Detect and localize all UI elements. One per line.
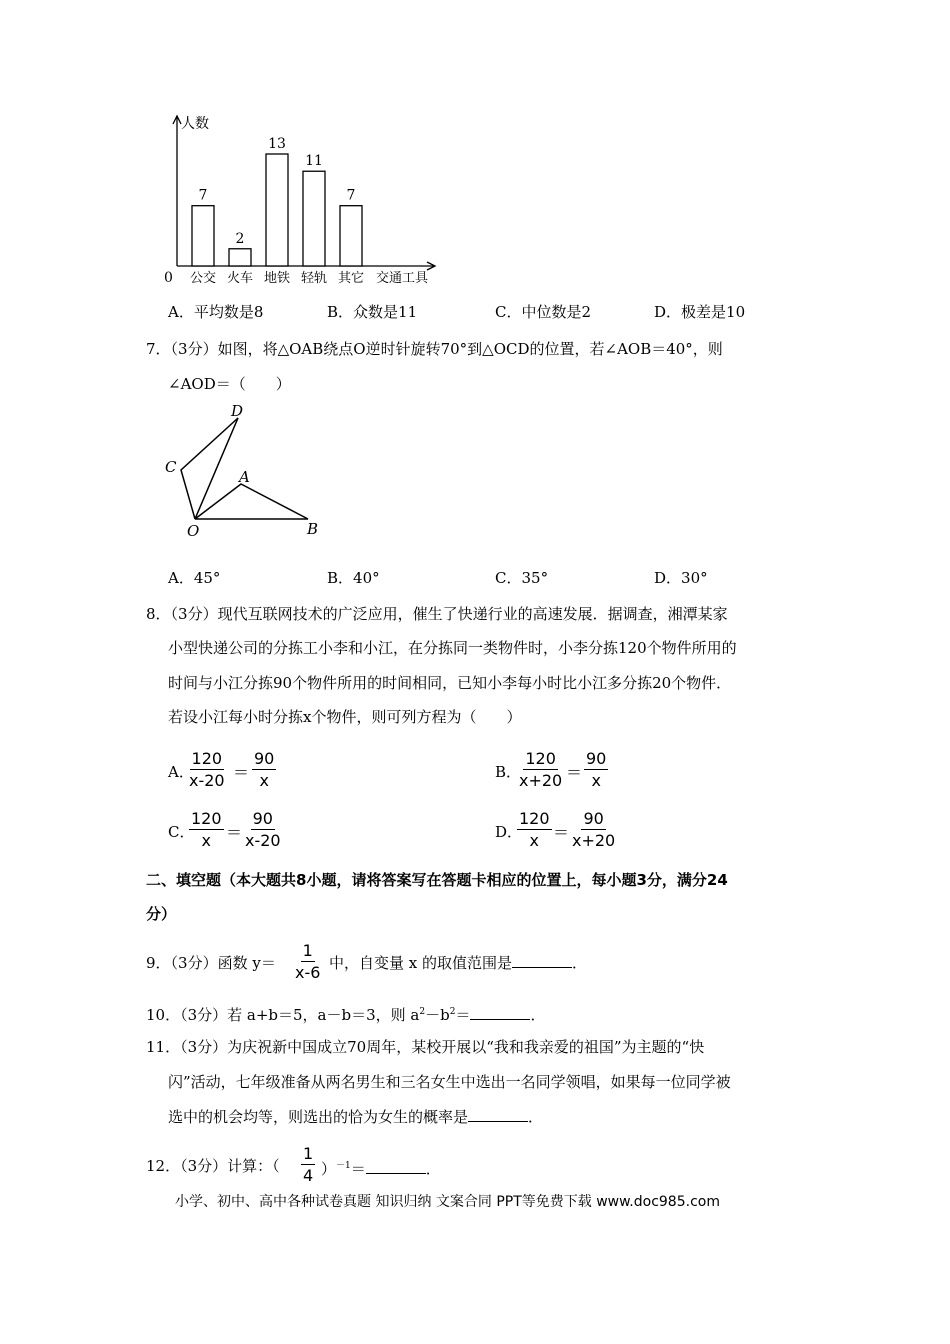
q10-sup1: 2	[419, 1007, 426, 1017]
q8-option-a-frac1	[187, 749, 227, 790]
q6-option-c: C．中位数是2	[495, 303, 592, 321]
q10-end: ．	[530, 1006, 546, 1024]
q8-option-d-frac1	[517, 809, 552, 850]
q7-option-a: A．45°	[168, 569, 221, 587]
q8-d-den2: x+20	[572, 831, 616, 850]
q8-option-a-frac2	[252, 749, 276, 790]
q12-den: 4	[303, 1166, 314, 1185]
label-a: A	[239, 468, 250, 486]
q10-post: ＝	[455, 1006, 471, 1024]
q6-option-b: B．众数是11	[327, 303, 418, 321]
q8-a-den1: x-20	[189, 771, 225, 790]
rotation-figure	[155, 398, 335, 543]
q7-option-d: D．30°	[654, 569, 708, 587]
bar-0	[192, 206, 214, 266]
q10-sup2: 2	[449, 1007, 456, 1017]
section2-heading-line2: 分）	[146, 905, 177, 923]
q8-stem-line2: 小型快递公司的分拣工小李和小江，在分拣同一类物件时，小李分拣120个物件所用的	[168, 639, 737, 657]
q8-option-b-frac2	[584, 749, 608, 790]
label-o: O	[187, 522, 200, 540]
q10-mid: －b	[425, 1006, 450, 1024]
q12-answer-blank[interactable]	[366, 1159, 426, 1174]
category-label-1: 火车	[226, 271, 254, 286]
q11-stem-line1: 11．（3分）为庆祝新中国成立70周年，某校开展以“我和我亲爱的祖国”为主题的“快	[146, 1038, 705, 1056]
q8-stem-line1: 8．（3分）现代互联网技术的广泛应用，催生了快递行业的高速发展．据调查，湘潭某家	[146, 605, 728, 623]
q8-b-num2: 90	[586, 749, 607, 768]
category-label-3: 轻轨	[300, 271, 328, 286]
q10-stem	[146, 1002, 545, 1025]
q8-d-den1: x	[529, 831, 539, 850]
origin-label: 0	[164, 270, 173, 286]
q8-b-den2: x	[591, 771, 601, 790]
q8-c-eq: ＝	[226, 823, 243, 842]
triangle-oab	[195, 484, 308, 519]
q10-answer-blank[interactable]	[470, 1005, 530, 1020]
bar-3	[303, 171, 325, 266]
q7-option-c: C．35°	[495, 569, 549, 587]
q8-b-den1: x+20	[519, 771, 563, 790]
bar-value-label-2: 13	[268, 136, 286, 152]
q8-c-num2: 90	[252, 809, 273, 828]
q9-answer-blank[interactable]	[512, 953, 572, 968]
q9-post	[329, 953, 587, 973]
category-label-4: 其它	[337, 271, 365, 286]
q8-c-den1: x	[201, 831, 211, 850]
q9-end: ．	[572, 954, 588, 972]
x-axis-label: 交通工具	[376, 271, 429, 286]
q12-num: 1	[303, 1144, 314, 1163]
q12-end: ．	[425, 1160, 441, 1178]
q9-fraction	[293, 941, 322, 982]
q8-a-eq: ＝	[233, 763, 250, 782]
q9-num: 1	[302, 941, 313, 960]
bar-value-label-1: 2	[235, 230, 245, 247]
q8-a-num1: 120	[191, 749, 223, 768]
q9-post-text: 中，自变量 x 的取值范围是	[329, 954, 512, 972]
triangle-ocd	[181, 418, 238, 519]
q8-d-num1: 120	[519, 809, 550, 828]
label-c: C	[165, 458, 177, 476]
label-d: D	[231, 402, 244, 420]
q12-close-paren: ）	[321, 1160, 337, 1178]
category-label-0: 公交	[189, 271, 217, 286]
q8-c-num1: 120	[191, 809, 222, 828]
q12-exponent: －1	[336, 1161, 351, 1171]
q8-option-c-label: C．	[168, 823, 195, 841]
q6-option-d: D．极差是10	[654, 303, 746, 321]
q10-pre: 10．（3分）若 a+b＝5，a－b＝3，则 a	[146, 1006, 420, 1024]
q8-option-b-frac1	[517, 749, 564, 790]
q12-eq: ＝	[350, 1160, 366, 1178]
label-b: B	[307, 520, 319, 538]
bar-4	[340, 206, 362, 266]
bar-value-label-0: 7	[198, 187, 208, 204]
q8-c-den2: x-20	[245, 831, 281, 850]
q8-option-d-label: D．	[495, 823, 523, 841]
bar-2	[266, 154, 288, 266]
section2-heading-line1: 二、填空题（本大题共8小题，请将答案写在答题卡相应的位置上，每小题3分，满分24	[146, 871, 728, 889]
q8-b-num1: 120	[525, 749, 556, 768]
q8-stem-line4: 若设小江每小时分拣x个物件，则可列方程为（ ）	[168, 708, 522, 726]
y-axis-label: 人数	[181, 116, 209, 132]
q11-line3-text: 选中的机会均等，则选出的恰为女生的概率是	[168, 1108, 469, 1126]
q8-option-c-frac2	[243, 809, 283, 850]
q11-answer-blank[interactable]	[468, 1107, 528, 1122]
q9-pre: 9．（3分）函数 y＝	[146, 954, 276, 972]
bar-value-label-4: 7	[346, 187, 356, 204]
page-footer: 小学、初中、高中各种试卷真题 知识归纳 文案合同 PPT等免费下载 www.doc985.com	[175, 1194, 720, 1210]
q8-option-d-frac2	[570, 809, 617, 850]
q6-option-a: A．平均数是8	[168, 303, 264, 321]
q12-post	[321, 1156, 441, 1179]
q8-option-c-frac1	[189, 809, 224, 850]
bar-chart	[150, 108, 450, 293]
q8-b-eq: ＝	[566, 763, 583, 782]
q11-stem-line3	[168, 1107, 543, 1127]
bar-1	[229, 249, 251, 266]
q8-option-a-label: A．	[168, 763, 194, 781]
q8-d-num2: 90	[583, 809, 604, 828]
q7-option-b: B．40°	[327, 569, 380, 587]
q11-stem-line2: 闪”活动，七年级准备从两名男生和三名女生中选出一名同学领唱，如果每一位同学被	[168, 1073, 731, 1091]
q7-stem-line2: ∠AOD＝（ ）	[168, 375, 291, 393]
q12-fraction	[301, 1144, 315, 1185]
q8-d-eq: ＝	[553, 823, 570, 842]
q9-den: x-6	[295, 963, 321, 982]
bar-value-label-3: 11	[305, 153, 323, 170]
category-label-2: 地铁	[263, 271, 291, 286]
q8-stem-line3: 时间与小江分拣90个物件所用的时间相同，已知小李每小时比小江多分拣20个物件．	[168, 674, 732, 692]
q7-stem-line1: 7．（3分）如图，将△OAB绕点O逆时针旋转70°到△OCD的位置，若∠AOB＝40°，则	[146, 340, 723, 358]
q11-end: ．	[528, 1108, 544, 1126]
q12-pre: 12．（3分）计算：（	[146, 1157, 280, 1175]
q8-option-b-label: B．	[495, 763, 522, 781]
q8-a-den2: x	[259, 771, 269, 790]
q8-a-num2: 90	[254, 749, 275, 768]
